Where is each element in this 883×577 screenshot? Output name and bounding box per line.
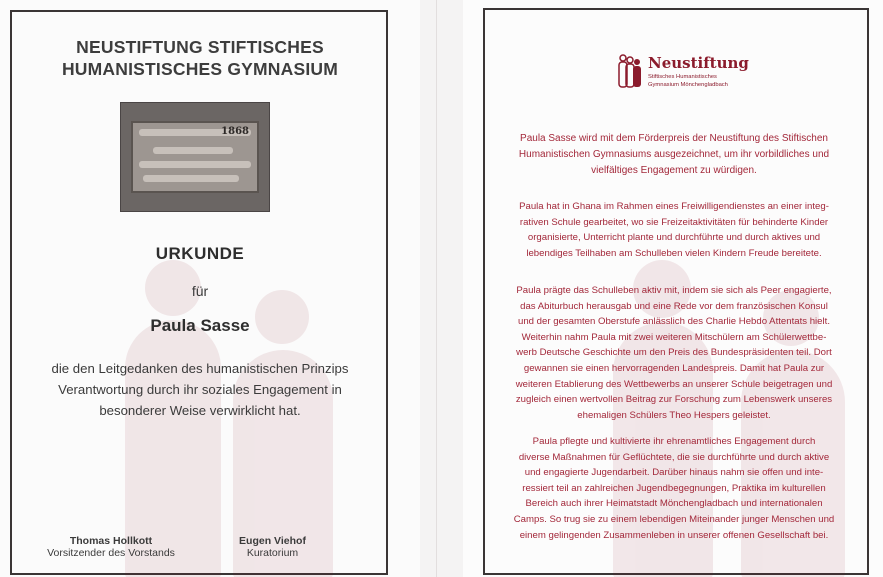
- citation-line: Verantwortung durch ihr soziales Engagement in: [58, 382, 342, 397]
- signatory-name: Thomas Hollkott: [69, 535, 153, 547]
- for-word: für: [191, 283, 209, 299]
- citation-line: die den Leitgedanken des humanistischen Prinzips: [51, 361, 349, 376]
- certificate-heading: URKUNDE: [155, 244, 245, 263]
- school-title: [32, 36, 368, 80]
- plaque: [131, 121, 259, 193]
- signatory-role: Vorsitzender des Vorstands: [47, 547, 175, 559]
- plaque-date: 1868: [221, 126, 249, 137]
- laudation-paragraph: Paula Sasse wird mit dem Förderpreis der Neustiftung des Stiftischen Humanistischen Gymnasiums ausgezeichnet, um ihr vorbildliches und vielfältiges Engagement zu würdigen.: [518, 133, 830, 176]
- signatory-name: Eugen Viehof: [239, 535, 306, 547]
- citation-line: besonderer Weise verwirklicht hat.: [99, 403, 301, 418]
- laudation-page: [463, 0, 883, 577]
- school-plaque-photo: [120, 102, 270, 212]
- recipient-name: Paula Sasse: [150, 316, 250, 335]
- certificate-page: [0, 0, 420, 577]
- signatory-role: Kuratorium: [246, 547, 299, 559]
- logo-brand: Neustiftung: [648, 54, 749, 72]
- signature-board: [220, 535, 325, 559]
- laudation-paragraph: Paula hat in Ghana im Rahmen eines Freiwilligendienstes an einer integ- rativen Schule gearbeitet, wo sie Freizeitaktivitäten für behinderte Kinder organisierte, Unterricht plante und durchführte und durch aktives und lebendiges Teilhaben am Schulleben vielen Kindern Freude bereitete.: [519, 201, 829, 259]
- laudation-paragraph: Paula prägte das Schulleben aktiv mit, indem sie sich als Peer engagierte, das Abiturbuch herausgab und eine Rede vor dem französischen Konsul und der gesamten Oberstufe anlässlich des Charlie Hebdo Attentats hielt. Weiterhin nahm Paula mit zwei weiteren Mitschülern am Schülerwettbe- werb Deutsche Geschichte um den Preis des Bundespräsidenten teil. Dort gewannen sie einen hervorragenden Landespreis. Damit hat Paula zur weiteren Etablierung des Wettbewerbs an unserer Schule beigetragen und zugleich einen wertvollen Beitrag zur Forschung zum Lebenswerk unseres ehemaligen Schülers Theo Hespers geleistet.: [515, 285, 833, 421]
- laudation-paragraph: Paula pflegte und kultivierte ihr ehrenamtliches Engagement durch diverse Maßnahmen für Geflüchtete, die sie durchführte und durch aktive und engagierte Jugendarbeit. Darüber hinaus nahm sie offen und inte- ressiert teil an zahlreichen Jugendbegegnungen, Praktika im kulturellen Bereich auch ihrer Heimatstadt Mönchengladbach und internationalen Camps. So trug sie zu einem lebendigen Miteinander junger Menschen und einem gelingenden Zusammenleben in unserer offenen Gesellschaft bei.: [513, 436, 835, 541]
- school-title-line2: HUMANISTISCHES GYMNASIUM: [61, 59, 339, 79]
- citation: [30, 358, 370, 421]
- logo-subtitle: Stiftisches Humanistisches Gymnasium Mönchengladbach: [648, 74, 728, 88]
- page-gutter: [420, 0, 463, 577]
- signature-chairman: [36, 535, 186, 559]
- three-figures-icon: [616, 53, 644, 89]
- neustiftung-logo: [616, 47, 756, 97]
- school-title-line1: NEUSTIFTUNG STIFTISCHES: [76, 37, 324, 57]
